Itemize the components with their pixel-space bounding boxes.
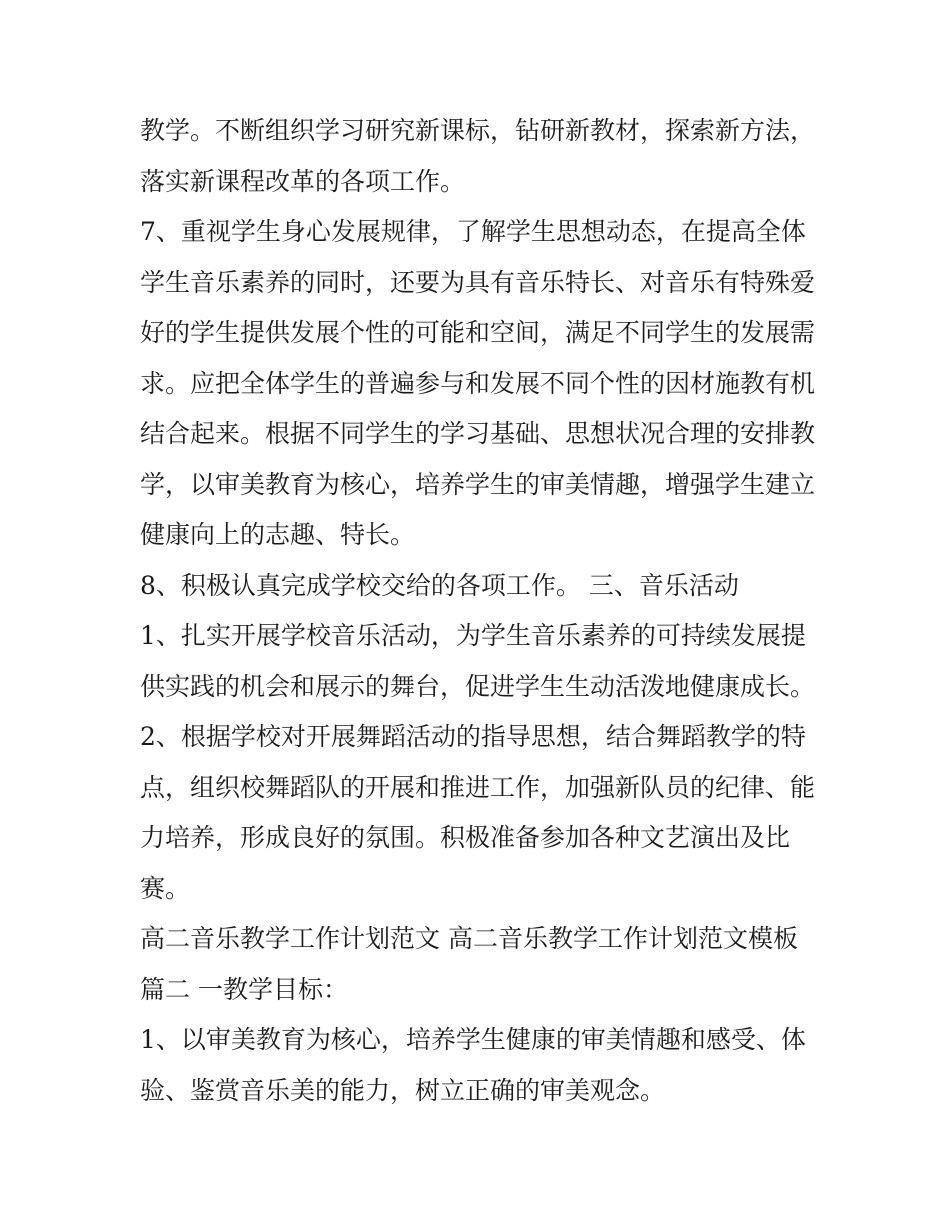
text-line: 8、积极认真完成学校交给的各项工作。 三、音乐活动 [140,570,739,600]
text-line: 健康向上的志趣、特长。 [140,520,416,549]
text-line: 力培养，形成良好的氛围。积极准备参加各种文艺演出及比 [140,823,791,852]
text-line: 点，组织校舞蹈队的开展和推进工作，加强新队员的纪律、能 [140,772,816,802]
text-line: 7、重视学生身心发展规律，了解学生思想动态，在提高全体 [140,217,806,246]
text-line: 学，以审美教育为核心，培养学生的审美情趣，增强学生建立 [140,469,816,499]
document-body [140,106,830,1116]
text-line: 1、以审美教育为核心，培养学生健康的审美情趣和感受、体 [140,1025,806,1054]
text-line: 学生音乐素养的同时，还要为具有音乐特长、对音乐有特殊爱 [140,267,816,297]
text-line: 落实新课程改革的各项工作。 [140,166,466,196]
text-line: 供实践的机会和展示的舞台，促进学生生动活泼地健康成长。 [140,671,816,701]
text-line: 求。应把全体学生的普遍参与和发展不同个性的因材施教有机 [140,368,816,398]
text-line: 结合起来。根据不同学生的学习基础、思想状况合理的安排教 [140,419,816,448]
text-line: 高二音乐教学工作计划范文 高二音乐教学工作计划范文模板 [140,924,798,953]
text-line: 2、根据学校对开展舞蹈活动的指导思想，结合舞蹈教学的特 [140,722,806,751]
text-line: 篇二 一教学目标： [140,974,348,1004]
text-line: 验、鉴赏音乐美的能力，树立正确的审美观念。 [140,1075,666,1105]
text-line: 1、扎实开展学校音乐活动，为学生音乐素养的可持续发展提 [140,621,806,650]
text-line: 教学。不断组织学习研究新课标，钻研新教材，探索新方法， [140,116,816,145]
text-line: 好的学生提供发展个性的可能和空间，满足不同学生的发展需 [140,318,816,347]
text-line: 赛。 [140,873,191,903]
